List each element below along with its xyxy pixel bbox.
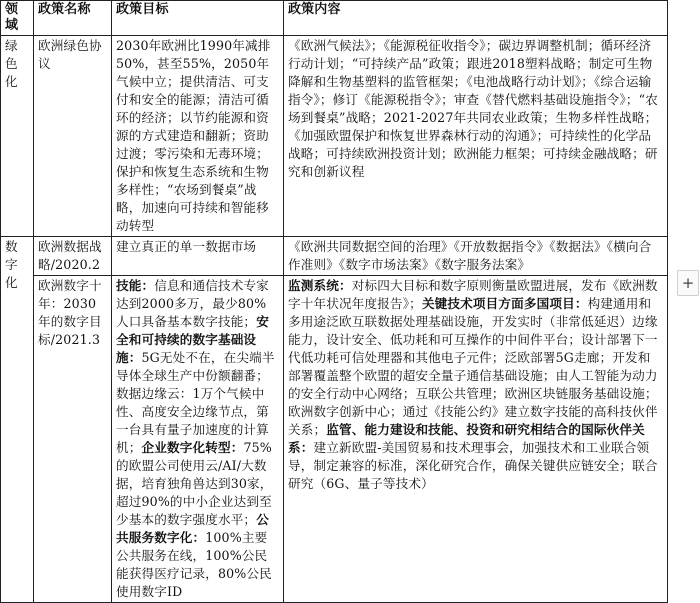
table-row-data-strategy xyxy=(1,237,668,276)
cell-policy-name: 欧洲绿色协议 xyxy=(34,36,112,237)
goal-heading-business: 企业数字化转型： xyxy=(141,440,244,455)
header-policy-name: 政策名称 xyxy=(34,1,112,36)
goal-heading-public-services: 公共服务数字化： xyxy=(116,512,269,545)
content-text-partnership: 建立新欧盟-美国贸易和技术理事会，加强技术和工业联合领导，制定兼容的标准，深化研究合作，确保关键供应链安全；联合研究（6G、量子等技术） xyxy=(288,440,658,491)
cell-policy-content: 《欧洲气候法》；《能源税征收指令》；碳边界调整机制；循环经济行动计划；“可持续产品”政策；跟进2018塑料战略；制定可生物降解和生物基塑料的监管框架；《电池战略行动计划》；《综合运输指令》；修订《能源税指令》；审查《替代燃料基础设施指令》；“农场到餐桌”战略；2021-2027年共同农业政策；生物多样性战略；《加强欧盟保护和恢复世界森林行动的沟通》；可持续性的化学品战略；可持续欧洲投资计划；欧洲能力框架；可持续金融战略；研究和创新议程 xyxy=(284,36,668,237)
cell-domain: 绿色化 xyxy=(1,36,34,237)
goal-text-public-services: 100%主要公共服务在线，100%公民能获得医疗记录，80%公民使用数字ID xyxy=(116,530,272,599)
plus-icon: + xyxy=(681,274,695,292)
content-heading-multi-country: 关键技术项目方面多国项目： xyxy=(421,296,588,311)
goal-heading-infrastructure: 安全和可持续的数字基础设施： xyxy=(116,314,269,365)
table-row-green-deal xyxy=(1,36,668,237)
add-button[interactable] xyxy=(677,270,699,296)
content-heading-monitoring: 监测系统： xyxy=(288,278,352,293)
content-text-multi-country: 构建通用和多用途泛欧互联数据处理基础设施，开发实时（非常低延迟）边缘能力，设计安全、低功耗和可互操作的中间件平台；设计部署下一代低功耗可信处理器和其他电子元件；泛欧部署5G走廊；开发和部署覆盖整个欧盟的超安全量子通信基础设施；由人工智能为动力的安全行动中心网络；互联公共管理；欧洲区块链服务基础设施；欧洲数字创新中心；通过《技能公约》建立数字技能的高科技伙伴关系； xyxy=(288,296,658,437)
cell-policy-goal: 2030年欧洲比1990年减排50%，甚至55%，2050年气候中立；提供清洁、可支付和安全的能源；清洁可循环的经济；以节约能源和资源的方式建造和翻新；资助过渡；零污染和无毒环境；保护和恢复生态系统和生物多样性；“农场到餐桌”战略，加速向可持续和智能移动转型 xyxy=(112,36,284,237)
header-domain: 领域 xyxy=(1,1,34,36)
cell-policy-name: 欧洲数据战略/2020.2 xyxy=(34,237,112,276)
cell-policy-goal xyxy=(112,276,284,603)
goal-heading-skills: 技能： xyxy=(116,278,155,293)
cell-domain: 数字化 xyxy=(1,237,34,603)
goal-text-business: 75%的欧盟公司使用云/AI/大数据，培育独角兽达到30家，超过90%的中小企业达到至少基本的数字强度水平； xyxy=(116,440,273,527)
header-policy-content: 政策内容 xyxy=(284,1,668,36)
cell-policy-content xyxy=(284,276,668,603)
content-text-monitoring: 对标四大目标和数字原则衡量欧盟进展，发布《欧洲数字十年状况年度报告》； xyxy=(288,278,658,311)
cell-policy-goal: 建立真正的单一数据市场 xyxy=(112,237,284,276)
table-header-row xyxy=(1,1,668,36)
content-heading-partnership: 监管、能力建设和技能、投资和研究相结合的国际伙伴关系： xyxy=(288,422,645,455)
cell-policy-name: 欧洲数字十年：2030年的数字目标/2021.3 xyxy=(34,276,112,603)
cell-policy-content: 《欧洲共同数据空间的治理》《开放数据指令》《数据法》《横向合作准则》《数字市场法案》《数字服务法案》 xyxy=(284,237,668,276)
goal-text-infrastructure: 5G无处不在，在尖端半导体全球生产中份额翻番；数据边缘云：1万个气候中性、高度安全边缘节点，第一台具有量子加速度的计算机； xyxy=(116,350,275,455)
goal-text-skills: 信息和通信技术专家达到2000多万，最少80%人口具备基本数字技能； xyxy=(116,278,269,329)
table-row-digital-decade xyxy=(1,276,668,603)
header-policy-goal: 政策目标 xyxy=(112,1,284,36)
